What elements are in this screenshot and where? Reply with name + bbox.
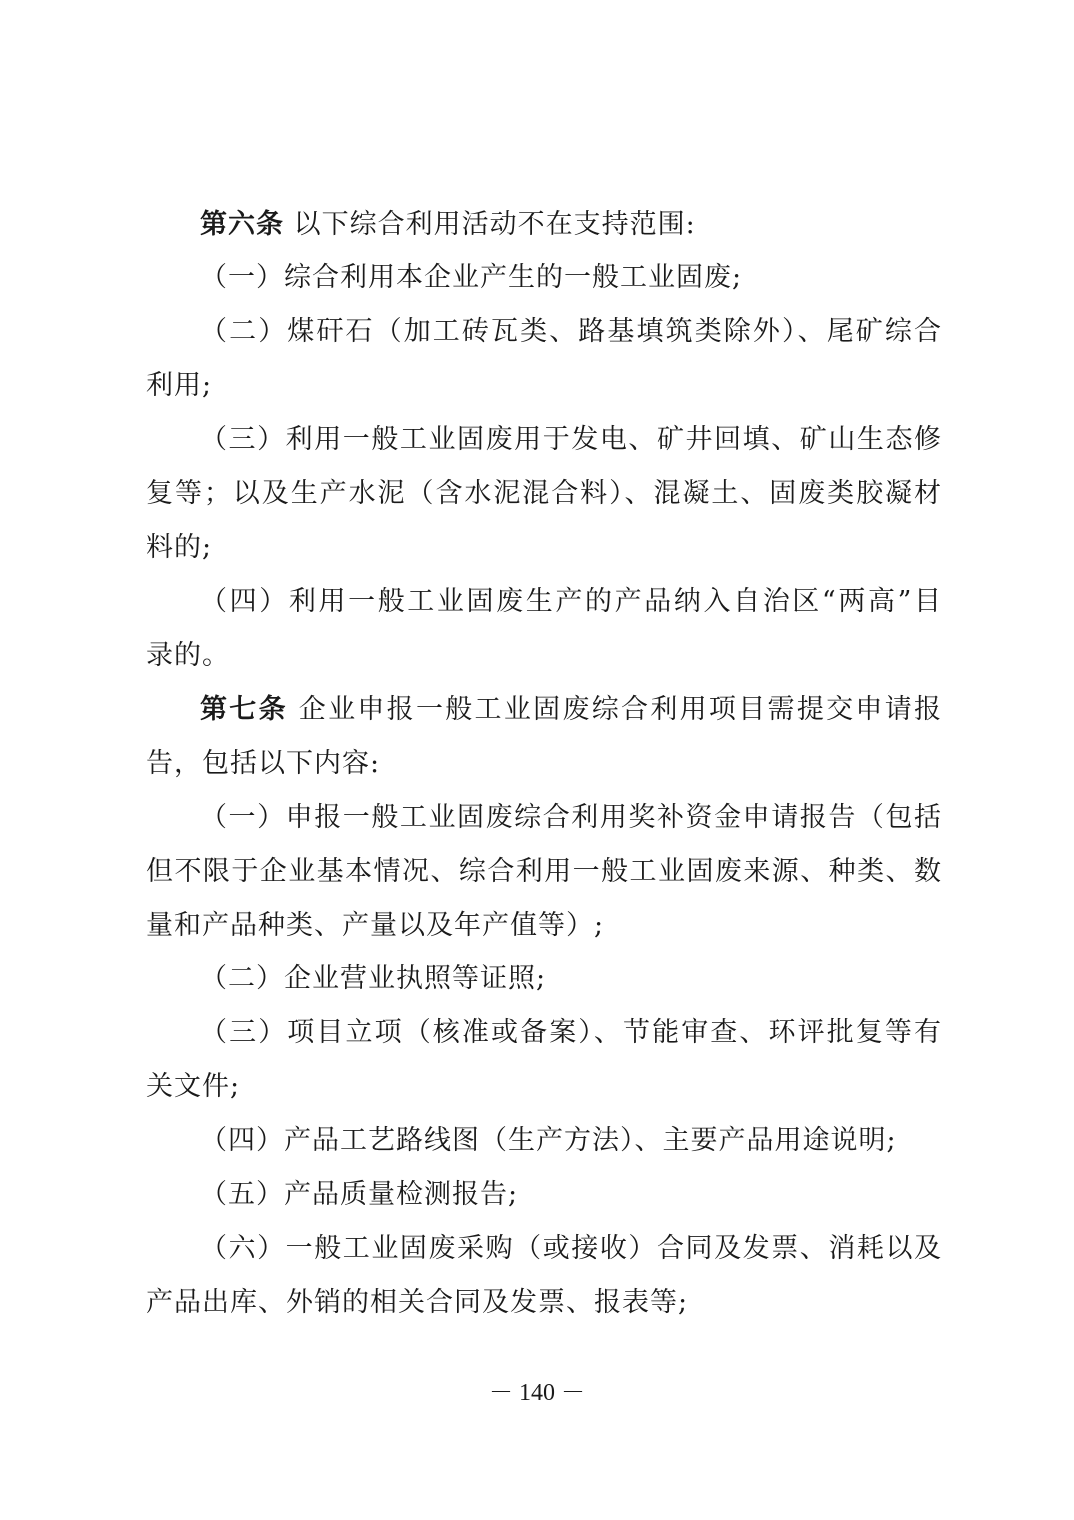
article-7-item-3-line-2: 关文件; (146, 1071, 241, 1102)
article-6-heading: 第六条 (200, 209, 284, 240)
article-6-item-4-line-2: 录的。 (146, 640, 230, 671)
article-7-item-5: （五）产品质量检测报告; (200, 1179, 519, 1210)
article-7-intro-line-2: 告，包括以下内容: (146, 748, 381, 779)
article-7-item-4: （四）产品工艺路线图（生产方法）、主要产品用途说明; (200, 1125, 897, 1156)
article-6-item-3-line-2: 复等；以及生产水泥（含水泥混合料）、混凝土、固废类胶凝材 (146, 478, 942, 509)
page-number: － 140 － (489, 1380, 585, 1406)
article-7-item-3-line-1: （三）项目立项（核准或备案）、节能审查、环评批复等有 (200, 1017, 942, 1048)
article-7-item-1-line-2: 但不限于企业基本情况、综合利用一般工业固废来源、种类、数 (146, 856, 942, 887)
article-7-intro-text: 企业申报一般工业固废综合利用项目需提交申请报 (298, 694, 943, 725)
article-7-item-1-line-1: （一）申报一般工业固废综合利用奖补资金申请报告（包括 (200, 802, 942, 833)
article-6-item-2-line-2: 利用; (146, 370, 213, 401)
article-7-item-6-line-2: 产品出库、外销的相关合同及发票、报表等; (146, 1287, 689, 1318)
article-6-item-3-line-1: （三）利用一般工业固废用于发电、矿井回填、矿山生态修 (200, 424, 942, 455)
article-6-intro-text: 以下综合利用活动不在支持范围: (293, 209, 696, 240)
article-6-item-1: （一）综合利用本企业产生的一般工业固废; (200, 262, 743, 293)
article-6-intro (200, 207, 942, 243)
article-6-item-4-line-1: （四）利用一般工业固废生产的产品纳入自治区“两高”目 (200, 586, 942, 617)
article-6-item-2-line-1: （二）煤矸石（加工砖瓦类、路基填筑类除外）、尾矿综合 (200, 316, 942, 347)
article-7-item-6-line-1: （六）一般工业固废采购（或接收）合同及发票、消耗以及 (200, 1233, 942, 1264)
article-7-item-1-line-3: 量和产品种类、产量以及年产值等）; (146, 910, 605, 941)
article-7-heading: 第七条 (200, 694, 288, 725)
article-7-item-2: （二）企业营业执照等证照; (200, 963, 547, 994)
article-6-item-3-line-3: 料的; (146, 532, 213, 563)
article-7-intro-line-1 (200, 692, 942, 728)
